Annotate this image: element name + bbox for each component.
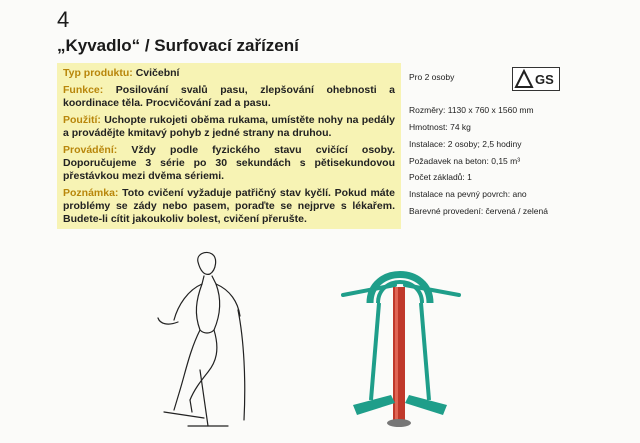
product-info-box (57, 63, 401, 229)
info-label: Provádění: (63, 144, 118, 156)
info-text: Uchopte rukojeti oběma rukama, umístěte nohy na pedály a provádějte kmitavý pohyb z jedné strany na druhou. (63, 114, 395, 139)
info-text: Cvičební (132, 67, 180, 79)
spec-installation: Instalace: 2 osoby; 2,5 hodiny (409, 139, 522, 149)
page-number: 4 (57, 7, 70, 32)
spec-concrete: Požadavek na beton: 0,15 m³ (409, 156, 521, 166)
page-title: „Kyvadlo“ / Surfovací zařízení (57, 36, 299, 55)
info-label: Typ produktu: (63, 67, 133, 79)
spec-dimensions: Rozměry: 1130 x 760 x 1560 mm (409, 105, 534, 115)
spec-persons: Pro 2 osoby (409, 72, 455, 82)
person-exercise-illustration (148, 250, 268, 430)
gs-logo-text: GS (535, 72, 554, 87)
info-text: Vždy podle fyzického stavu cvičící osoby. Doporučujeme 3 série po 30 sekundách s pětisekundovou přestávkou mezi dvěma sériemi. (63, 144, 395, 182)
info-label: Použití: (63, 114, 101, 126)
info-usage (63, 114, 395, 140)
spec-bases: Počet základů: 1 (409, 172, 472, 182)
spec-colors: Barevné provedení: červená / zelená (409, 206, 548, 216)
info-text: Posilování svalů pasu, zlepšování ohebnosti a koordinace těla. Procvičování zad a pasu. (63, 84, 395, 109)
info-label: Funkce: (63, 84, 104, 96)
info-note (63, 187, 395, 226)
info-text: Toto cvičení vyžaduje patřičný stav kyčlí. Pokud máte problémy se zády nebo pasem, poraďte se nejprve s lékařem. Budete-li cítit jakoukoliv bolest, cvičení přerušte. (63, 187, 395, 225)
spec-weight: Hmotnost: 74 kg (409, 122, 471, 132)
spec-surface: Instalace na pevný povrch: ano (409, 189, 527, 199)
info-execution (63, 144, 395, 183)
surf-machine-illustration (335, 255, 465, 430)
info-label: Poznámka: (63, 187, 119, 199)
info-product-type (63, 67, 395, 80)
info-function (63, 84, 395, 110)
gs-certification-logo (512, 67, 560, 91)
